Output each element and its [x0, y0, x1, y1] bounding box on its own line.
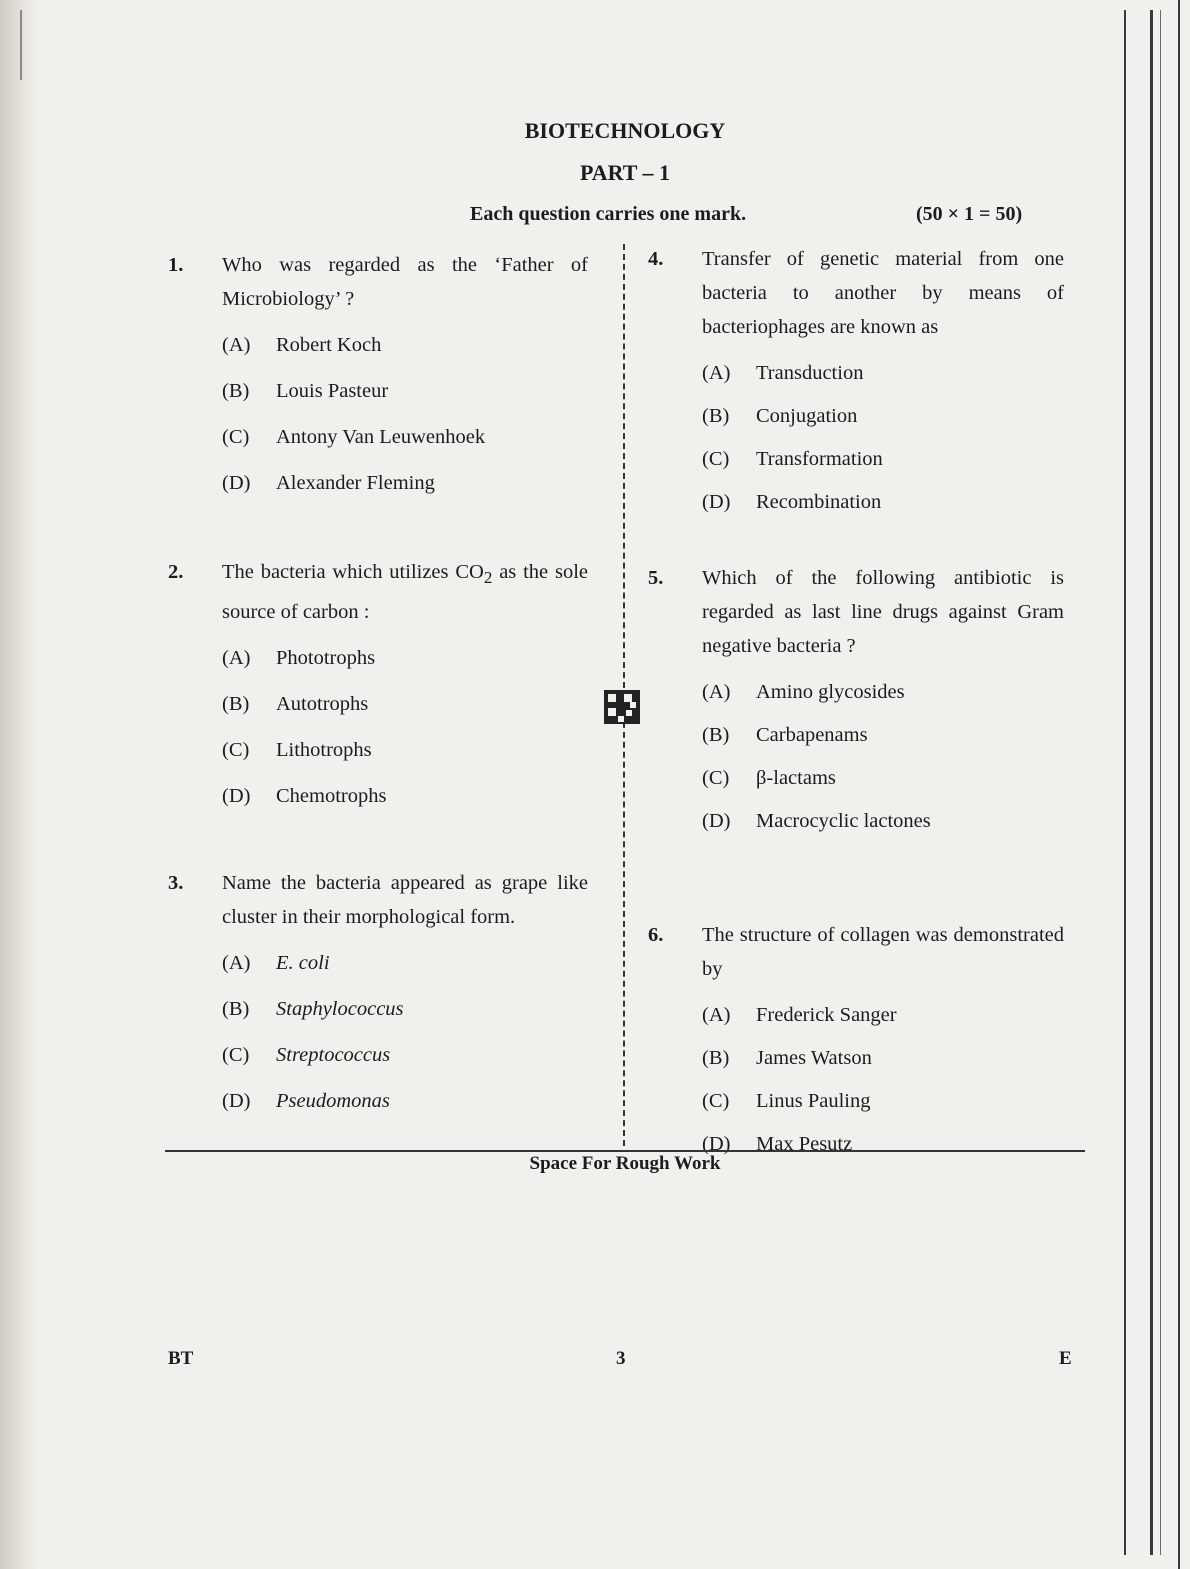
option — [702, 804, 1064, 847]
option — [702, 761, 1064, 804]
option — [702, 485, 1064, 528]
question-6 — [648, 918, 1064, 1170]
option-label: (C) — [222, 739, 250, 762]
part-title: PART – 1 — [579, 160, 671, 185]
option-label: (D) — [702, 1133, 731, 1155]
option-text: Phototrophs — [276, 647, 376, 670]
option-label: (A) — [702, 681, 731, 703]
question-text: Which of the following antibiotic is regarded as last line drugs against Gram negative bacteria ? — [702, 567, 1064, 657]
option — [702, 1041, 1064, 1084]
margin-line — [1178, 0, 1180, 1569]
subject-title: BIOTECHNOLOGY — [524, 118, 726, 143]
option-label: (B) — [702, 1047, 730, 1069]
option-label: (B) — [222, 693, 250, 716]
option-label: (B) — [702, 405, 730, 427]
option-list — [702, 675, 1064, 847]
question-number: 3. — [168, 872, 184, 894]
option-list — [222, 946, 588, 1130]
option-list — [222, 641, 588, 825]
scan-edge — [0, 0, 38, 1569]
question-4 — [648, 242, 1064, 528]
option-label: (D) — [702, 491, 731, 513]
option-text: Alexander Fleming — [276, 472, 435, 494]
option-text: Linus Pauling — [756, 1090, 871, 1112]
footer-version: E — [1059, 1348, 1072, 1369]
question-text-part: The bacteria which utilizes CO — [222, 561, 484, 583]
option-text: Autotrophs — [276, 693, 369, 716]
option-list — [222, 328, 588, 512]
option — [222, 1084, 588, 1130]
question-text: Transfer of genetic material from one bacteria to another by means of bacteriophages are known as — [702, 248, 1064, 338]
option — [222, 374, 588, 420]
option-text: Frederick Sanger — [756, 1004, 897, 1026]
option-text: Transformation — [756, 448, 883, 470]
option-label: (D) — [222, 785, 251, 808]
question-number: 6. — [648, 924, 664, 946]
question-number: 5. — [648, 567, 664, 589]
question-text: Name the bacteria appeared as grape like cluster in their morphological form. — [222, 872, 588, 928]
option-text: Louis Pasteur — [276, 380, 389, 402]
margin-line — [1150, 10, 1153, 1555]
margin-line — [1160, 10, 1161, 1555]
option-text: Staphylococcus — [276, 998, 404, 1020]
option-text: Chemotrophs — [276, 785, 387, 808]
option-label: (C) — [702, 767, 730, 789]
question-5 — [648, 561, 1064, 847]
question-text: The structure of collagen was demonstrated by — [702, 924, 1064, 980]
footer-code: BT — [168, 1348, 194, 1369]
option-list — [702, 356, 1064, 528]
option — [702, 675, 1064, 718]
option-label: (C) — [222, 1044, 250, 1066]
option — [222, 687, 588, 733]
question-1 — [168, 248, 588, 512]
option — [222, 733, 588, 779]
option-label: (A) — [702, 362, 731, 384]
subscript: 2 — [483, 568, 493, 588]
option — [702, 399, 1064, 442]
option-text: Robert Koch — [276, 334, 382, 356]
option — [702, 356, 1064, 399]
option-text: Conjugation — [756, 405, 858, 427]
option-label: (B) — [222, 998, 250, 1020]
option-text: Amino glycosides — [756, 681, 905, 703]
option-text: Macrocyclic lactones — [756, 810, 931, 832]
option-label: (B) — [702, 724, 730, 746]
marks-note: Each question carries one mark. — [470, 203, 747, 225]
option-text: Streptococcus — [276, 1044, 391, 1066]
option — [222, 779, 588, 825]
option — [222, 420, 588, 466]
question-number: 1. — [168, 254, 184, 276]
option — [702, 718, 1064, 761]
option-label: (D) — [222, 1090, 251, 1112]
rough-work-divider — [165, 1150, 1085, 1152]
option-label: (A) — [222, 647, 251, 670]
question-2 — [168, 555, 588, 825]
question-number: 4. — [648, 248, 664, 270]
option-label: (A) — [222, 334, 251, 356]
option-text: Antony Van Leuwenhoek — [276, 426, 486, 448]
option-label: (D) — [702, 810, 731, 832]
option-label: (D) — [222, 472, 251, 494]
question-number: 2. — [168, 561, 184, 583]
question-text — [222, 555, 588, 629]
option-text: Lithotrophs — [276, 739, 372, 762]
question-text: Who was regarded as the ‘Father of Microbiology’ ? — [222, 254, 588, 310]
qr-code-icon — [604, 690, 640, 724]
option — [702, 1084, 1064, 1127]
marks-total: (50 × 1 = 50) — [916, 203, 1023, 225]
rough-work-label: Space For Rough Work — [529, 1153, 721, 1174]
option-label: (A) — [702, 1004, 731, 1026]
option-label: (B) — [222, 380, 250, 402]
page-number: 3 — [616, 1348, 626, 1369]
option-list — [702, 998, 1064, 1170]
option — [222, 466, 588, 512]
option-text: Carbapenams — [756, 724, 868, 746]
option-label: (C) — [702, 1090, 730, 1112]
option — [222, 641, 588, 687]
option — [222, 992, 588, 1038]
option-text: Pseudomonas — [276, 1090, 390, 1112]
margin-line — [1124, 10, 1126, 1555]
question-3 — [168, 866, 588, 1130]
option-text: James Watson — [756, 1047, 872, 1069]
option — [222, 946, 588, 992]
option-text: Recombination — [756, 491, 882, 513]
option — [702, 998, 1064, 1041]
scan-line-left — [20, 10, 22, 80]
option-label: (C) — [222, 426, 250, 448]
option-label: (A) — [222, 952, 251, 974]
option — [702, 442, 1064, 485]
option — [222, 328, 588, 374]
option — [222, 1038, 588, 1084]
option-text: E. coli — [276, 952, 330, 974]
option-text: β-lactams — [756, 767, 836, 789]
question-text-part: as the sole source of carbon : — [222, 561, 588, 624]
option-label: (C) — [702, 448, 730, 470]
option-text: Max Pesutz — [756, 1133, 853, 1155]
option-text: Transduction — [756, 362, 864, 384]
